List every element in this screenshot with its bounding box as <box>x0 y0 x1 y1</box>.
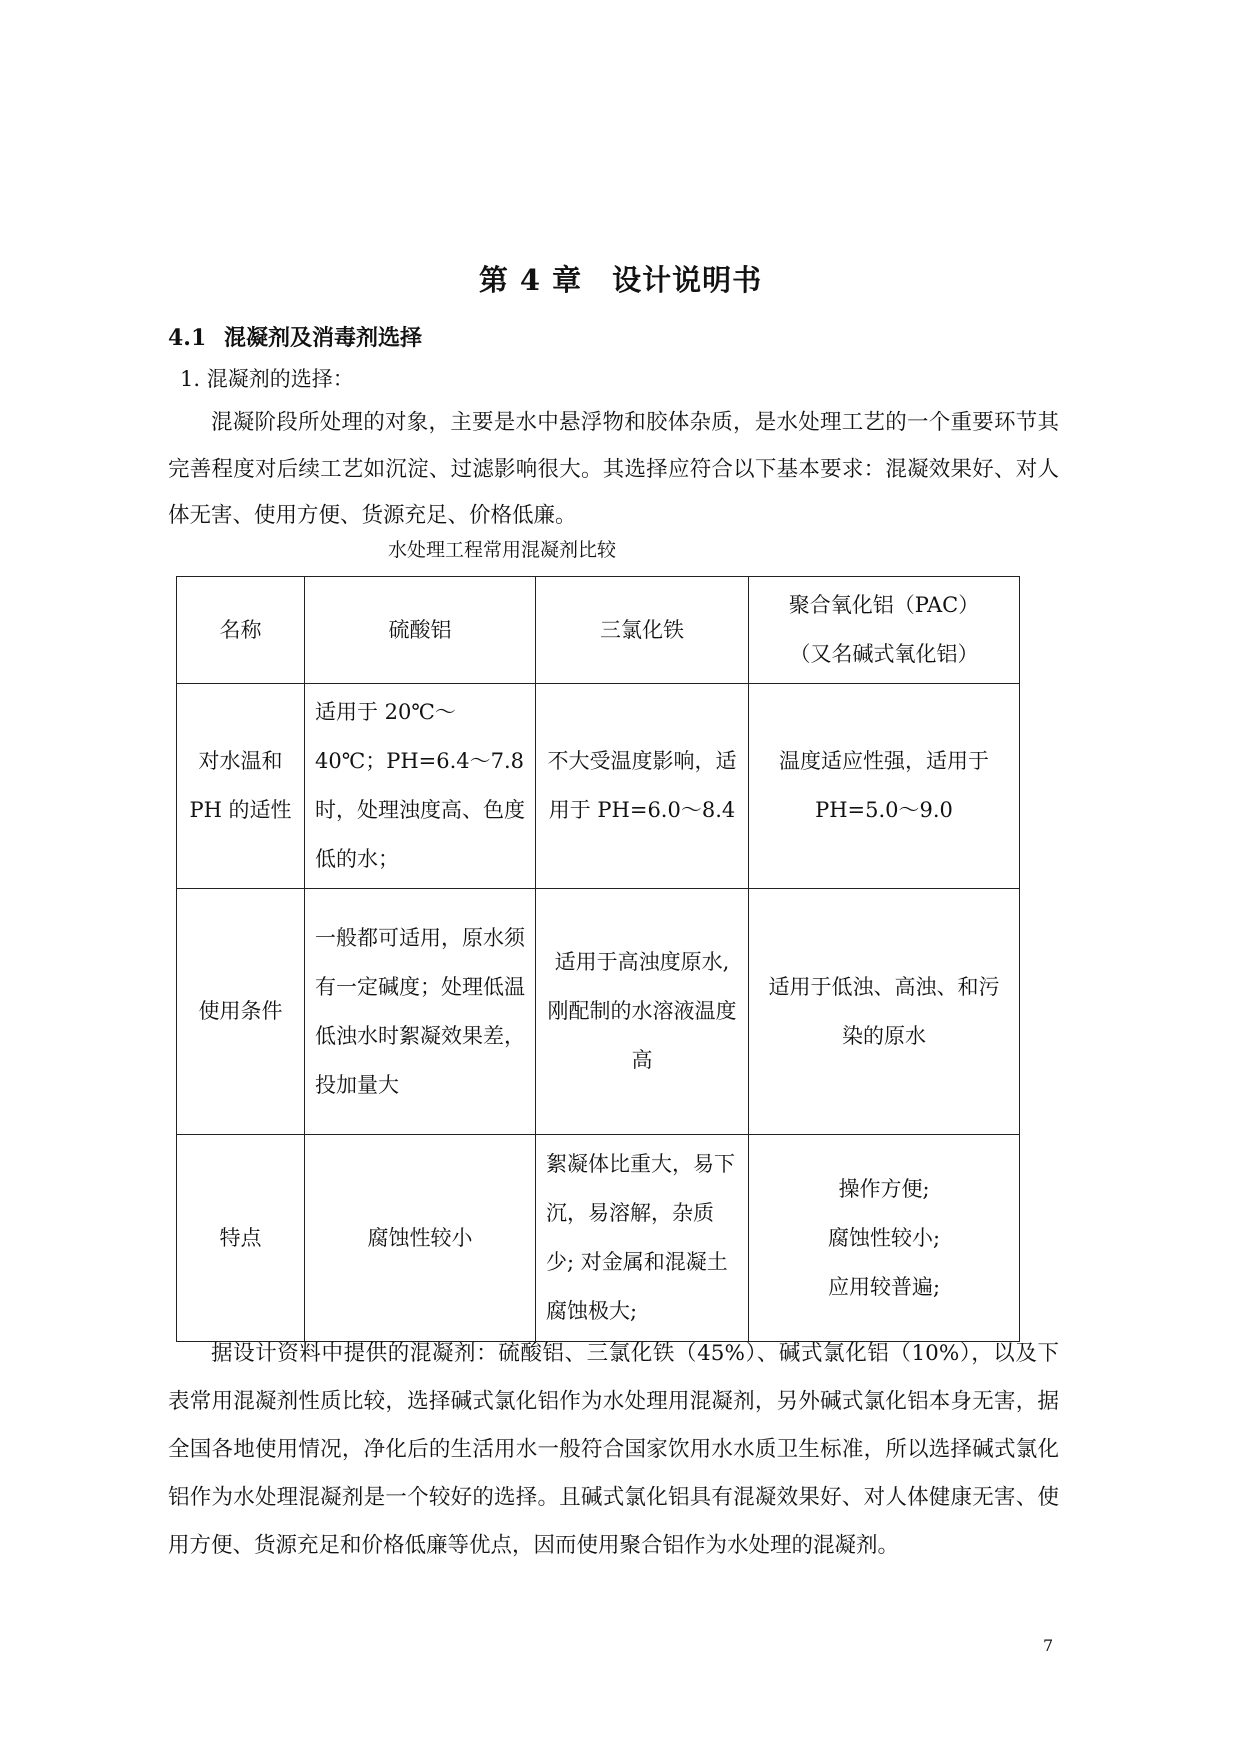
table-cell <box>749 1135 1020 1342</box>
table-cell: 适用于 20℃～40℃；PH=6.4～7.8 时，处理浊度高、色度低的水； <box>305 684 536 889</box>
chapter-title: 第 4 章 设计说明书 <box>478 263 763 297</box>
page-number: 7 <box>1043 1636 1054 1655</box>
table-cell: 温度适应性强，适用于 PH=5.0～9.0 <box>749 684 1020 889</box>
table-cell: 适用于高浊度原水,刚配制的水溶液温度高 <box>536 889 749 1135</box>
header-pac <box>749 577 1020 684</box>
cell-line: 腐蚀性较小; <box>827 1225 941 1250</box>
table-row <box>177 1135 1020 1342</box>
table-row <box>177 889 1020 1135</box>
table-row <box>177 684 1020 889</box>
section-number: 4.1 <box>168 325 207 351</box>
intro-paragraph: 混凝阶段所处理的对象，主要是水中悬浮物和胶体杂质，是水处理工艺的一个重要环节其完善程度对后续工艺如沉淀、过滤影响很大。其选择应符合以下基本要求：混凝效果好、对人体无害、使用方便、货源充足、价格低廉。 <box>168 410 1059 528</box>
header-pac-line1: 聚合氧化铝（PAC） <box>788 593 980 617</box>
table-cell: 絮凝体比重大，易下沉，易溶解，杂质少; 对金属和混凝土腐蚀极大; <box>536 1135 749 1342</box>
table-cell: 一般都可适用，原水须有一定碱度；处理低温低浊水时絮凝效果差，投加量大 <box>305 889 536 1135</box>
header-ferric-chloride: 三氯化铁 <box>536 577 749 684</box>
table-cell: 腐蚀性较小 <box>305 1135 536 1342</box>
header-pac-line2: （又名碱式氧化铝） <box>789 642 979 666</box>
cell-line: 应用较普遍; <box>827 1274 941 1299</box>
selection-paragraph: 据设计资料中提供的混凝剂：硫酸铝、三氯化铁（45%）、碱式氯化铝（10%），以及下表常用混凝剂性质比较，选择碱式氯化铝作为水处理用混凝剂，另外碱式氯化铝本身无害，据全国各地使用情况，净化后的生活用水一般符合国家饮用水水质卫生标准，所以选择碱式氯化铝作为水处理混凝剂是一个较好的选择。且碱式氯化铝具有混凝效果好、对人体健康无害、使用方便、货源充足和价格低廉等优点，因而使用聚合铝作为水处理的混凝剂。 <box>168 1341 1059 1558</box>
header-aluminum-sulfate: 硫酸铝 <box>305 577 536 684</box>
row-label: 特点 <box>177 1135 305 1342</box>
table-cell: 不大受温度影响，适用于 PH=6.0～8.4 <box>536 684 749 889</box>
subsection-heading: 1. 混凝剂的选择： <box>180 367 354 391</box>
row-label: 使用条件 <box>177 889 305 1135</box>
table-header-row <box>177 577 1020 684</box>
section-heading <box>168 321 422 352</box>
cell-line: 操作方便; <box>838 1176 930 1201</box>
header-name: 名称 <box>177 577 305 684</box>
table-cell: 适用于低浊、高浊、和污染的原水 <box>749 889 1020 1135</box>
row-label: 对水温和 PH 的适性 <box>177 684 305 889</box>
coagulant-comparison-table <box>176 576 1020 1342</box>
table-caption: 水处理工程常用混凝剂比较 <box>388 539 617 561</box>
section-title: 混凝剂及消毒剂选择 <box>224 325 423 351</box>
